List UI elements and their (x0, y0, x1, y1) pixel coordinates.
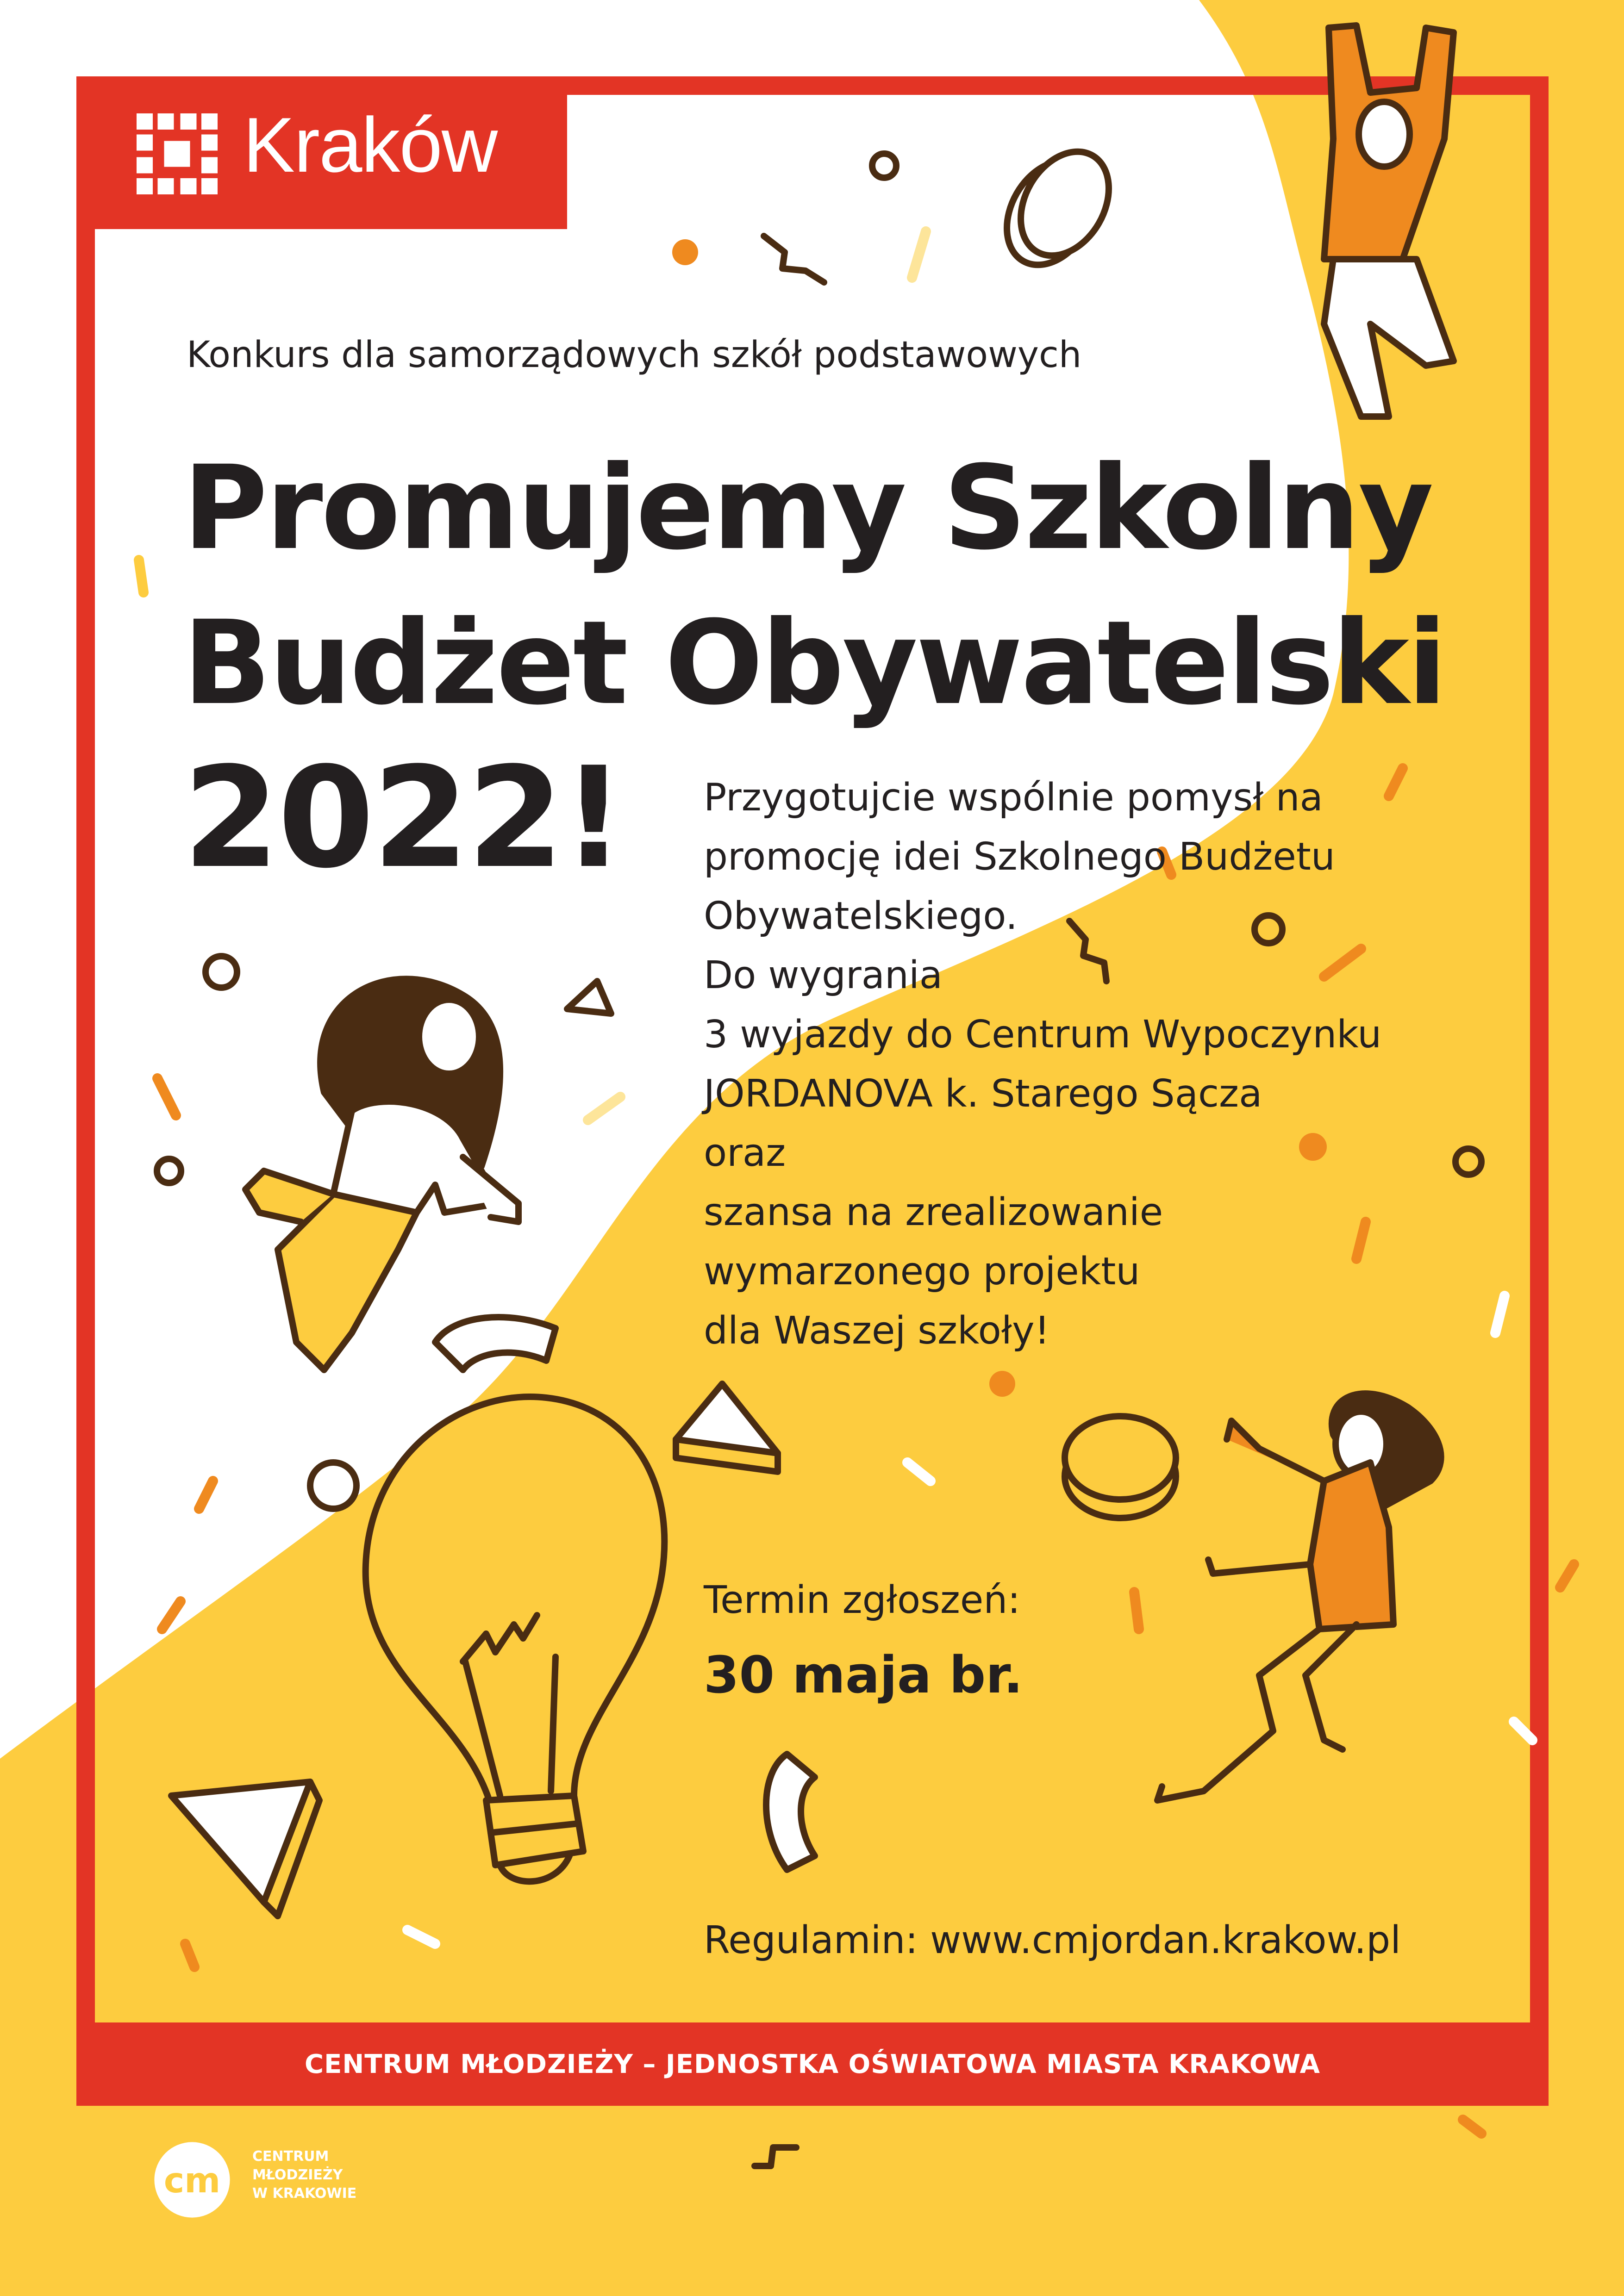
macaroni-icon (766, 1754, 815, 1870)
confetti-icon (755, 2147, 796, 2166)
subtitle: Konkurs dla samorządowych szkół podstawowych (187, 334, 1082, 376)
krakow-seal-icon (137, 113, 218, 194)
cm-logo-icon (153, 2140, 231, 2219)
confetti-icon (157, 1078, 176, 1115)
confetti-icon (764, 236, 824, 282)
footer-text: CENTRUM MŁODZIEŻY – JEDNOSTKA OŚWIATOWA MIASTA KRAKOWA (305, 2049, 1320, 2079)
coin-icon (989, 136, 1126, 281)
confetti-icon (185, 1944, 194, 1967)
lightbulb-icon (366, 1397, 665, 1881)
confetti-icon (1455, 1149, 1481, 1175)
confetti-icon (206, 956, 237, 988)
confetti-icon (310, 1462, 356, 1509)
confetti-icon (672, 239, 698, 265)
logo-text: Kraków (243, 101, 497, 188)
header-logo-bar (76, 76, 567, 229)
description-line: 3 wyjazdy do Centrum Wypoczynku (704, 1013, 1382, 1057)
deadline-date: 30 maja br. (704, 1645, 1023, 1705)
description-line: Przygotujcie wspólnie pomysł na (704, 776, 1323, 820)
cm-logo-line: W KRAKOWIE (252, 2185, 357, 2202)
dancing-girl-icon (1157, 1394, 1441, 1800)
cm-logo-line: CENTRUM (252, 2148, 329, 2165)
triangle-icon (567, 981, 611, 1014)
description-line: Obywatelskiego. (704, 894, 1018, 938)
confetti-icon (588, 1097, 620, 1120)
macaroni-icon (435, 1317, 556, 1370)
confetti-icon (872, 154, 896, 178)
confetti-icon (1560, 1564, 1574, 1587)
confetti-icon (1514, 1722, 1532, 1740)
rules-link[interactable]: Regulamin: www.cmjordan.krakow.pl (704, 1918, 1401, 1962)
confetti-icon (907, 1462, 931, 1481)
coin-icon (1065, 1416, 1176, 1518)
triangle-icon (676, 1384, 778, 1472)
confetti-icon (1134, 1592, 1139, 1629)
description (704, 768, 1444, 1361)
title-line: 2022! (183, 737, 624, 899)
description-line: Do wygrania (704, 953, 943, 997)
cm-logo-mark: cm (163, 2160, 221, 2201)
description-line: dla Waszej szkoły! (704, 1309, 1050, 1353)
confetti-icon (139, 560, 144, 592)
floating-girl-icon (245, 979, 518, 1370)
deadline-label: Termin zgłoszeń: (704, 1578, 1020, 1622)
confetti-icon (407, 1930, 435, 1944)
title-line: Promujemy Szkolny (183, 441, 1432, 575)
confetti-icon (989, 1371, 1015, 1397)
confetti-icon (157, 1159, 181, 1183)
triangle-icon (171, 1782, 319, 1916)
cm-logo-line: MŁODZIEŻY (252, 2167, 343, 2183)
jumping-person-icon (1324, 25, 1454, 417)
confetti-icon (1463, 2120, 1481, 2134)
description-line: wymarzonego projektu (704, 1250, 1140, 1294)
description-line: promocję idei Szkolnego Budżetu (704, 835, 1335, 879)
description-line: oraz (704, 1131, 786, 1175)
confetti-icon (912, 231, 926, 278)
footer-bar (76, 2022, 1549, 2106)
description-line: JORDANOVA k. Starego Sącza (704, 1072, 1262, 1116)
confetti-icon (162, 1601, 181, 1629)
description-line: szansa na zrealizowanie (704, 1190, 1163, 1234)
confetti-icon (1495, 1296, 1505, 1333)
title-line: Budżet Obywatelski (183, 596, 1445, 730)
confetti-icon (199, 1481, 213, 1509)
cm-logo-text (252, 2147, 356, 2203)
